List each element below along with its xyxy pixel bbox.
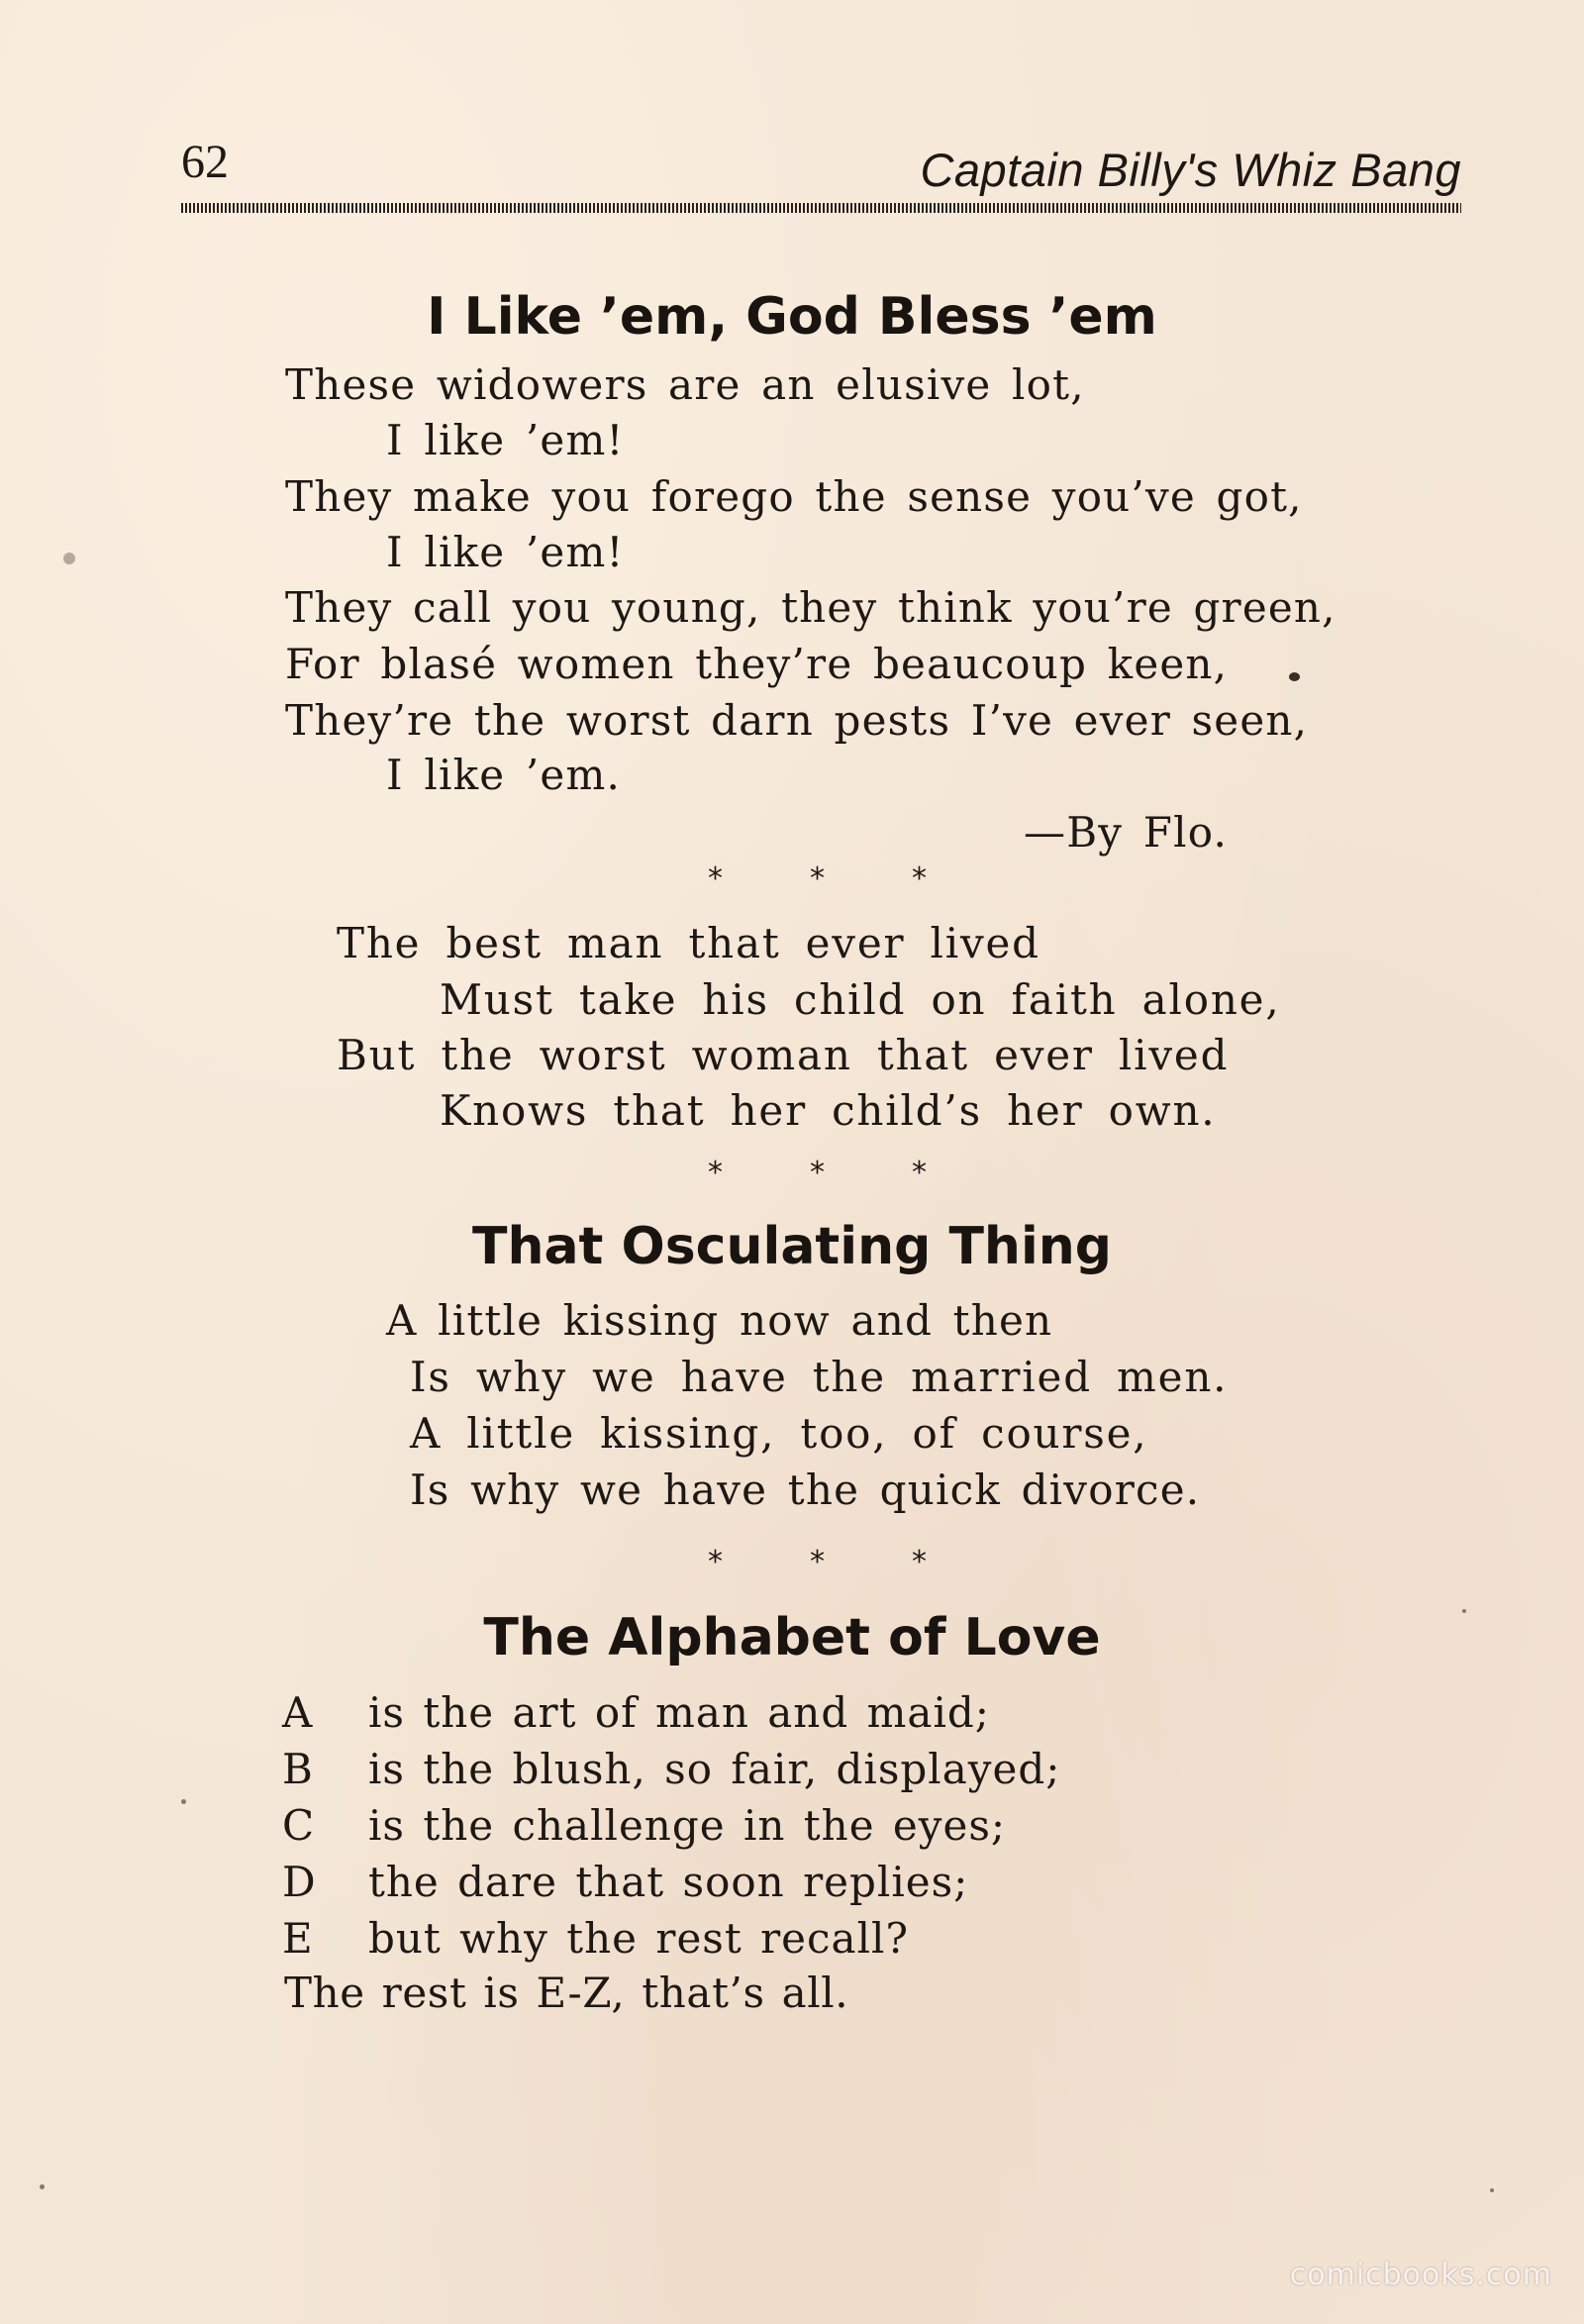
paper-speck — [1490, 2188, 1494, 2192]
alphabet-line: is the challenge in the eyes; — [368, 1801, 1007, 1850]
verse2-line: The best man that ever lived — [337, 919, 1040, 967]
separator-star: * — [912, 861, 927, 896]
paper-speck — [181, 1799, 186, 1804]
watermark: comicbooks.com — [1289, 2258, 1552, 2292]
poem4-title: The Alphabet of Love — [483, 1608, 1101, 1667]
alphabet-letter: B — [282, 1745, 313, 1793]
poem1-line: I like ’em! — [386, 416, 625, 464]
poem1-title: I Like ’em, God Bless ’em — [427, 287, 1157, 347]
separator-star: * — [810, 861, 825, 896]
paper-speck — [40, 2184, 45, 2189]
poem4-closing: The rest is E-Z, that’s all. — [284, 1969, 849, 2017]
poem1-line: They call you young, they think you’re green, — [285, 583, 1336, 632]
poem3-line: A little kissing now and then — [386, 1296, 1053, 1345]
alphabet-letter: E — [282, 1914, 313, 1963]
alphabet-line: is the blush, so fair, displayed; — [368, 1745, 1061, 1793]
poem3-line: A little kissing, too, of course, — [410, 1409, 1148, 1458]
alphabet-letter: D — [282, 1858, 316, 1906]
paper-speck — [1462, 1609, 1466, 1613]
verse2-line: Knows that her child’s her own. — [440, 1086, 1217, 1135]
poem1-line: These widowers are an elusive lot, — [285, 360, 1085, 409]
alphabet-line: is the art of man and maid; — [368, 1688, 990, 1737]
separator-star: * — [810, 1156, 825, 1190]
paper-speck — [1289, 672, 1300, 681]
running-title: Captain Billy's Whiz Bang — [920, 144, 1461, 196]
verse2-line: Must take his child on faith alone, — [440, 975, 1281, 1024]
poem1-line: They make you forego the sense you’ve got, — [285, 472, 1303, 521]
alphabet-line: but why the rest recall? — [368, 1914, 909, 1963]
alphabet-line: the dare that soon replies; — [368, 1858, 969, 1906]
poem3-line: Is why we have the married men. — [410, 1353, 1229, 1401]
poem1-line: I like ’em. — [386, 751, 622, 799]
separator-star: * — [810, 1545, 825, 1579]
poem1-line: For blasé women they’re beaucoup keen, — [285, 640, 1229, 688]
separator-star: * — [912, 1545, 927, 1579]
poem1-line: They’re the worst darn pests I’ve ever seen, — [285, 696, 1309, 745]
separator-star: * — [708, 1156, 723, 1190]
poem3-title: That Osculating Thing — [471, 1217, 1113, 1276]
alphabet-letter: C — [282, 1801, 315, 1850]
alphabet-letter: A — [282, 1688, 313, 1737]
verse2-line: But the worst woman that ever lived — [337, 1031, 1230, 1079]
poem1-line: I like ’em! — [386, 528, 625, 576]
page-number: 62 — [181, 136, 229, 188]
poem3-line: Is why we have the quick divorce. — [410, 1465, 1201, 1514]
paper-speck — [63, 553, 75, 564]
header-rule — [181, 203, 1461, 213]
poem1-byline: —By Flo. — [1024, 808, 1229, 857]
separator-star: * — [708, 1545, 723, 1579]
separator-star: * — [708, 861, 723, 896]
separator-star: * — [912, 1156, 927, 1190]
